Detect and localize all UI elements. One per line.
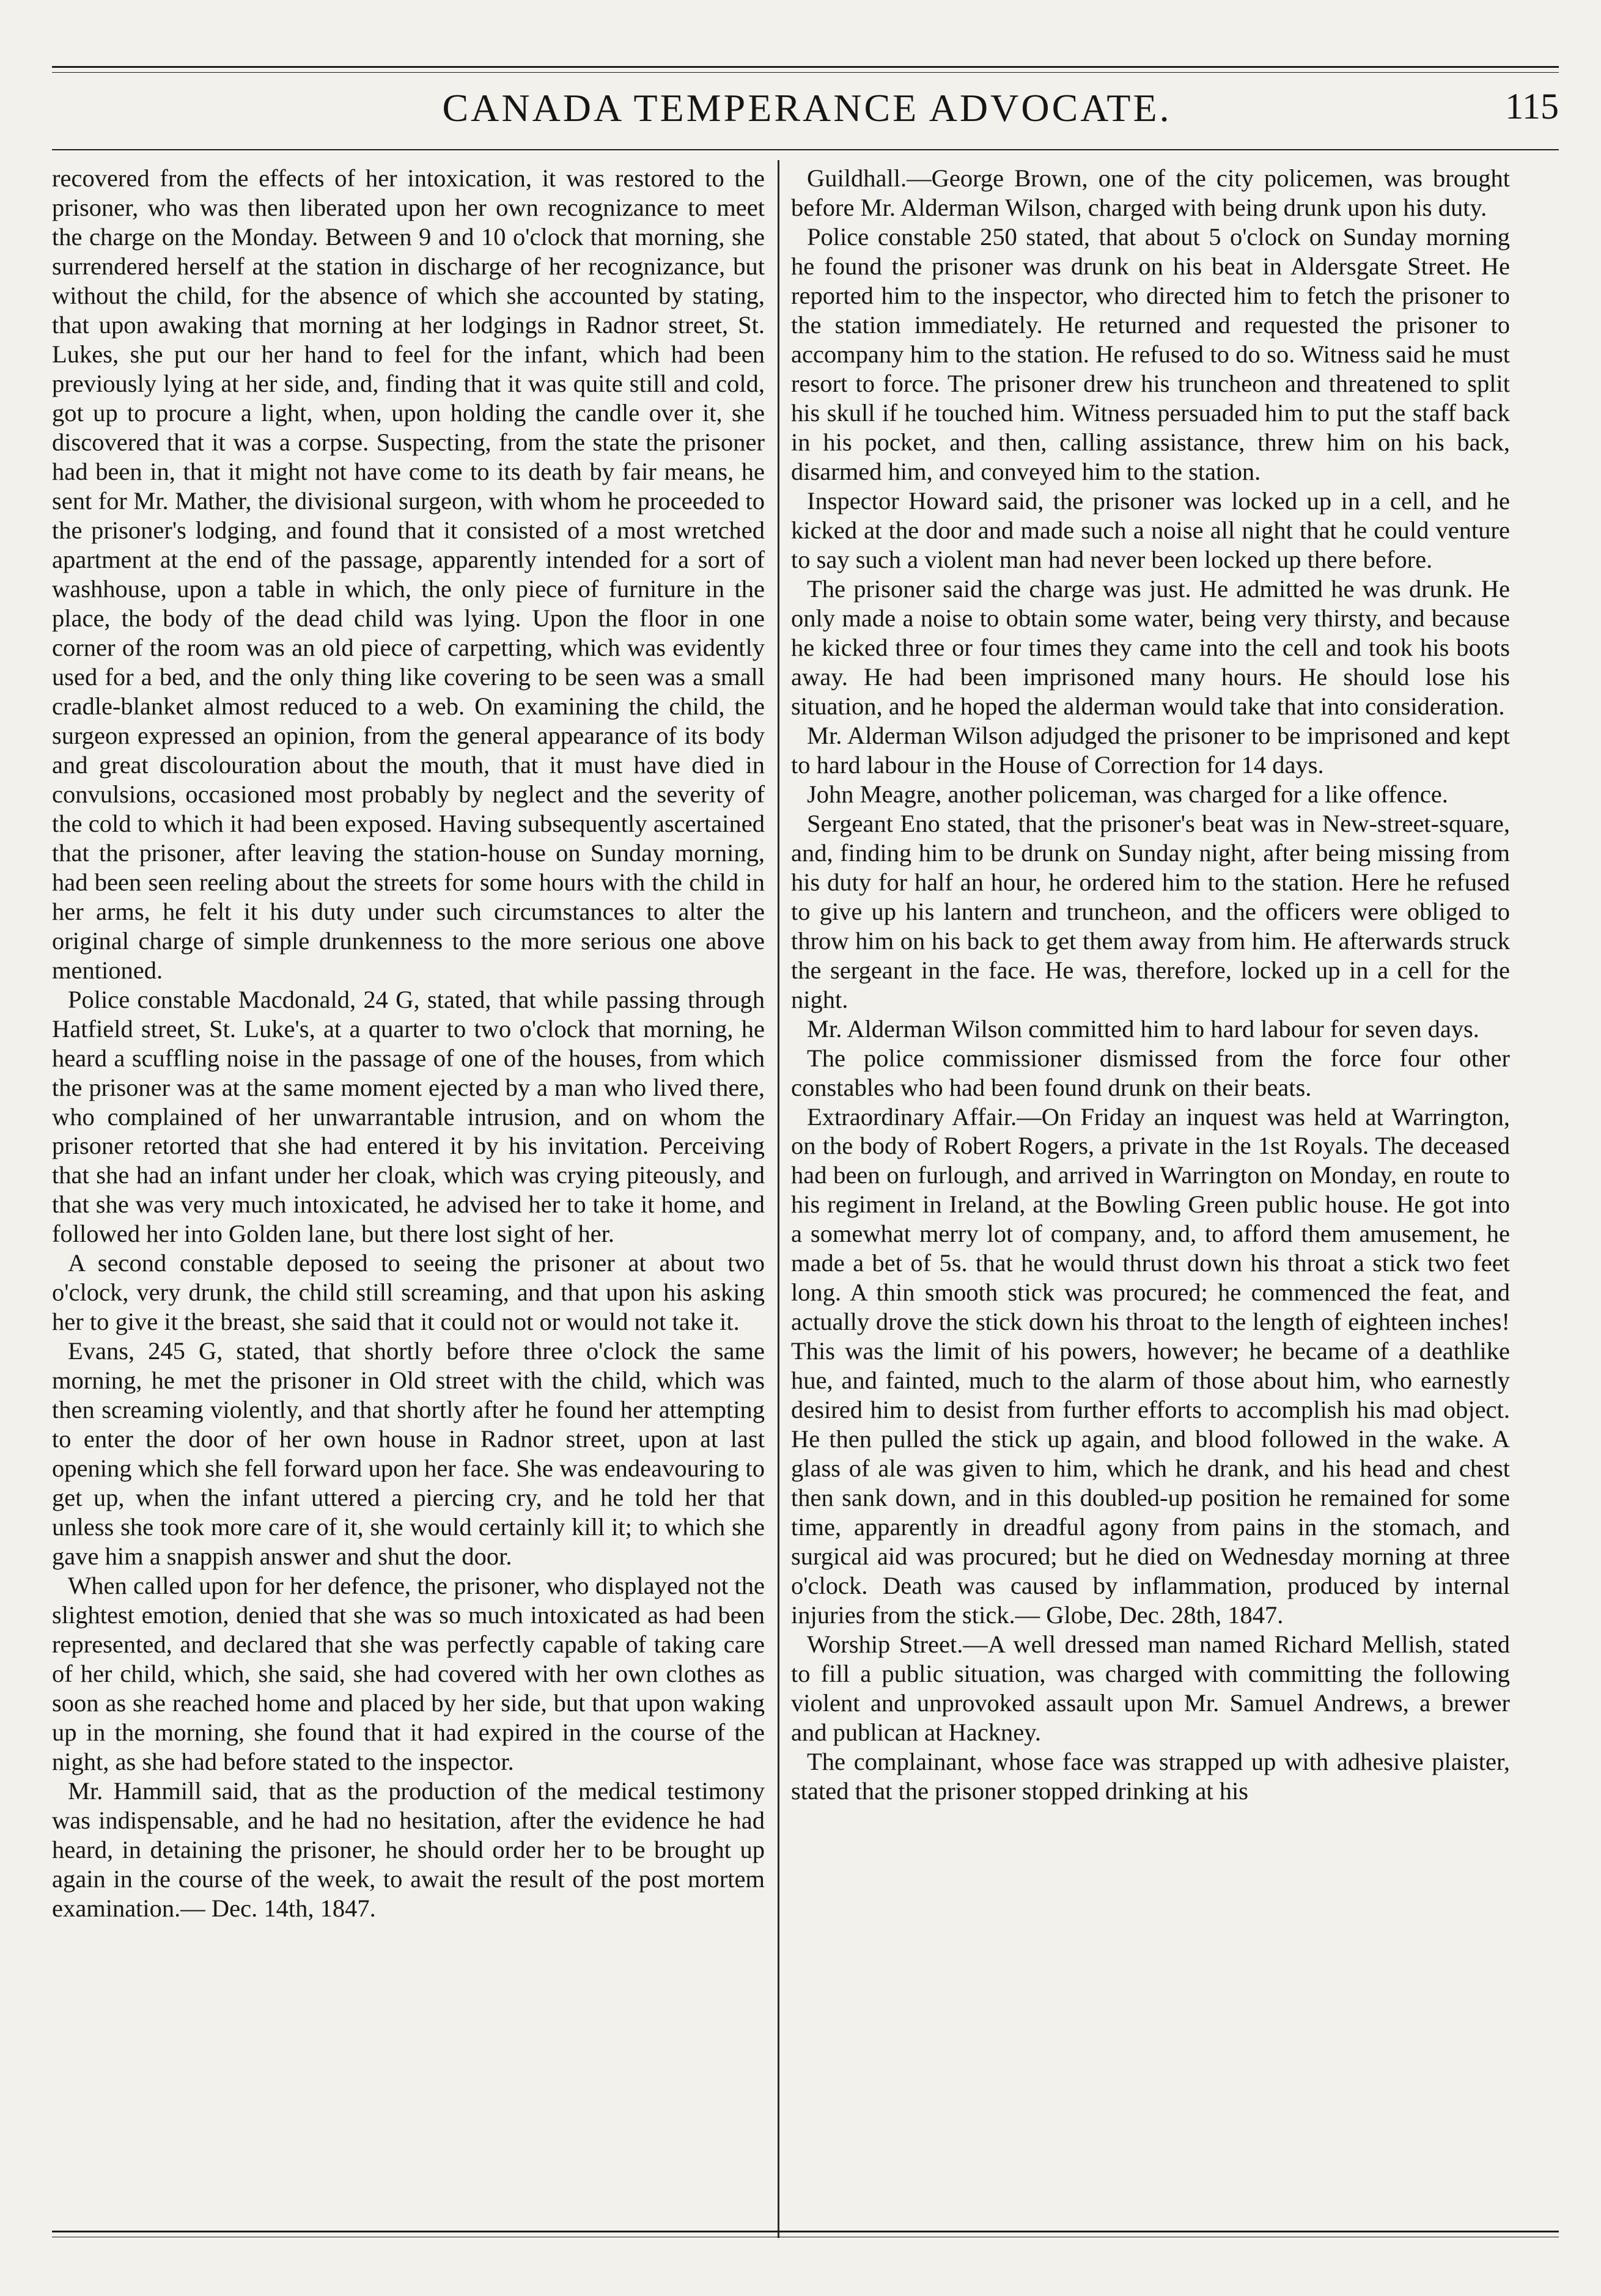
header-rule [52, 149, 1559, 150]
paragraph: Extraordinary Affair.—On Friday an inquest was held at Warrington, on the body of Robert Rogers, a private in the 1st Royals. The deceased had been on furlough, and arrived in Warrington on Monday, en route to his regiment in Ireland, at the Bowling Green public house. He got into a somewhat merry lot of company, and, to afford them amusement, he made a bet of 5s. that he would thrust down his throat a stick two feet long. A thin smooth stick was procured; he commenced the feat, and actually drove the stick down his throat to the length of eighteen inches! This was the limit of his powers, however; he became of a deathlike hue, and fainted, much to the alarm of those about him, who earnestly desired him to desist from further efforts to accomplish his mad object. He then pulled the stick up again, and blood followed in the wake. A glass of ale was given to him, which he drank, and his head and chest then sank down, and in this doubled-up position he remained for some time, apparently in dreadful agony from pains in the stomach, and surgical aid was procured; but he died on Wednesday morning at three o'clock. Death was caused by inflammation, produced by internal injuries from the stick.— Globe, Dec. 28th, 1847. [791, 1102, 1510, 1629]
paragraph: Inspector Howard said, the prisoner was locked up in a cell, and he kicked at the door and made such a noise all night that he could venture to say such a violent man had never been locked up there before. [791, 486, 1510, 573]
bottom-rule [52, 2231, 1559, 2232]
paragraph: The complainant, whose face was strapped up with adhesive plaister, stated that the prisoner stopped drinking at his [791, 1748, 1510, 1805]
page-number: 115 [1505, 86, 1559, 127]
paragraph: Sergeant Eno stated, that the prisoner's beat was in New-street-square, and, finding him to be drunk on Sunday night, after being missing from his duty for half an hour, he ordered him to the station. Here he refused to give up his lantern and truncheon, and the officers were obliged to throw him on his back to get them away from him. He afterwards struck the sergeant in the face. He was, therefore, locked up in a cell for the night. [791, 809, 1510, 1013]
top-rule [52, 66, 1559, 68]
paragraph: The prisoner said the charge was just. He admitted he was drunk. He only made a noise to obtain some water, being very thirsty, and because he kicked three or four times they came into the cell and took his boots away. He had been imprisoned many hours. He should lose his situation, and he hoped the alderman would take that into consideration. [791, 574, 1510, 720]
left-column [52, 164, 765, 2205]
paragraph: When called upon for her defence, the prisoner, who displayed not the slightest emotion, denied that she was so much intoxicated as had been represented, and declared that she was perfectly capable of taking care of her child, which, she said, she had covered with her own clothes as soon as she reached home and placed by her side, but that upon waking up in the morning, she found that it had expired in the course of the night, as she had before stated to the inspector. [52, 1572, 765, 1776]
paragraph: Police constable 250 stated, that about 5 o'clock on Sunday morning he found the prisoner was drunk on his beat in Aldersgate Street. He reported him to the inspector, who directed him to fetch the prisoner to the station immediately. He returned and requested the prisoner to accompany him to the station. He refused to do so. Witness said he must resort to force. The prisoner drew his truncheon and threatened to split his skull if he touched him. Witness persuaded him to put the staff back in his pocket, and then, calling assistance, threw him on his back, disarmed him, and conveyed him to the station. [791, 222, 1510, 485]
page-title: CANADA TEMPERANCE ADVOCATE. [442, 86, 1172, 130]
paragraph: Mr. Alderman Wilson adjudged the prisoner to be imprisoned and kept to hard labour in the House of Correction for 14 days. [791, 721, 1510, 779]
paragraph: Evans, 245 G, stated, that shortly before three o'clock the same morning, he met the prisoner in Old street with the child, which was then screaming violently, and that shortly after he found her attempting to enter the door of her own house in Radnor street, upon at last opening which she fell forward upon her face. She was endeavouring to get up, when the infant uttered a piercing cry, and he told her that unless she took more care of it, she would certainly kill it; to which she gave him a snappish answer and shut the door. [52, 1337, 765, 1571]
paragraph: John Meagre, another policeman, was charged for a like offence. [807, 780, 1448, 808]
paragraph: recovered from the effects of her intoxication, it was restored to the prisoner, who was then liberated upon her own recognizance to meet the charge on the Monday. Between 9 and 10 o'clock that morning, she surrendered herself at the station in discharge of her recognizance, but without the child, for the absence of which she accounted by stating, that upon awaking that morning at her lodgings in Radnor street, St. Lukes, she put our her hand to feel for the infant, which had been previously lying at her side, and, finding that it was quite still and cold, got up to procure a light, when, upon holding the candle over it, she discovered that it was a corpse. Suspecting, from the state the prisoner had been in, that it might not have come to its death by fair means, he sent for Mr. Mather, the divisional surgeon, with whom he proceeded to the prisoner's lodging, and found that it consisted of a most wretched apartment at the end of the passage, apparently intended for a sort of washhouse, upon a table in which, the only piece of furniture in the place, the body of the dead child was lying. Upon the floor in one corner of the room was an old piece of carpetting, which was evidently used for a bed, and the only thing like covering to be seen was a small cradle-blanket almost reduced to a web. On examining the child, the surgeon expressed an opinion, from the general appearance of its body and great discolouration about the mouth, that it must have died in convulsions, occasioned most probably by neglect and the severity of the cold to which it had been exposed. Having subsequently ascertained that the prisoner, after leaving the station-house on Sunday morning, had been seen reeling about the streets for some hours with the child in her arms, he felt it his duty under such circumstances to alter the original charge of simple drunkenness to the more serious one above mentioned. [52, 164, 765, 984]
column-divider [778, 160, 779, 2238]
right-column [791, 164, 1510, 2205]
paragraph: Mr. Alderman Wilson committed him to hard labour for seven days. [807, 1014, 1479, 1043]
paragraph: Mr. Hammill said, that as the production of the medical testimony was indispensable, and he had no hesitation, after the evidence he had heard, in detaining the prisoner, he should order her to be brought up again in the course of the week, to await the result of the post mortem examination.— Dec. 14th, 1847. [52, 1777, 765, 1923]
paragraph: The police commissioner dismissed from the force four other constables who had been found drunk on their beats. [791, 1044, 1510, 1101]
top-rule-thin [52, 72, 1559, 73]
masthead [55, 86, 1559, 141]
paragraph: A second constable deposed to seeing the prisoner at about two o'clock, very drunk, the child still screaming, and that upon his asking her to give it the breast, she said that it could not or would not take it. [52, 1249, 765, 1336]
paragraph: Worship Street.—A well dressed man named Richard Mellish, stated to fill a public situation, was charged with committing the following violent and unprovoked assault upon Mr. Samuel Andrews, a brewer and publican at Hackney. [791, 1630, 1510, 1747]
paragraph: Guildhall.—George Brown, one of the city policemen, was brought before Mr. Alderman Wilson, charged with being drunk upon his duty. [791, 164, 1510, 221]
paragraph: Police constable Macdonald, 24 G, stated, that while passing through Hatfield street, St. Luke's, at a quarter to two o'clock that morning, he heard a scuffling noise in the passage of one of the houses, from which the prisoner was at the same moment ejected by a man who lived there, who complained of her unwarrantable intrusion, and on whom the prisoner retorted that she had entered it by his invitation. Perceiving that she had an infant under her cloak, which was crying piteously, and that she was very much intoxicated, he advised her to take it home, and followed her into Golden lane, but there lost sight of her. [52, 985, 765, 1248]
